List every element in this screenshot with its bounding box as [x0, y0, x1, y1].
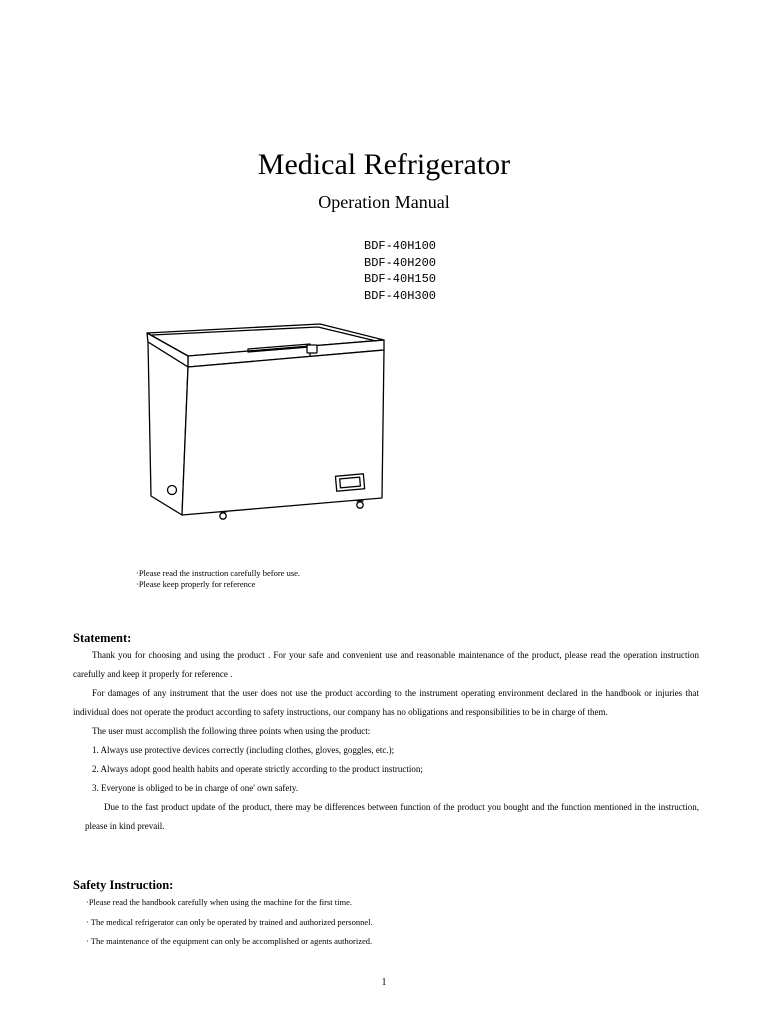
model-number: BDF-40H200	[364, 255, 437, 270]
model-number: BDF-40H300	[364, 288, 437, 303]
statement-list-item: 3. Everyone is obliged to be in charge of one' own safety.	[92, 783, 299, 793]
statement-section	[73, 646, 699, 836]
safety-heading: Safety Instruction:	[73, 878, 174, 892]
statement-intro: The user must accomplish the following three points when using the product:	[92, 726, 371, 736]
model-number: BDF-40H100	[364, 239, 437, 253]
model-list	[364, 238, 436, 304]
usage-note: ·Please read the instruction carefully before use.	[136, 568, 301, 578]
safety-item: · The medical refrigerator can only be operated by trained and authorized personnel.	[86, 916, 373, 927]
statement-paragraph: Thank you for choosing and using the product . For your safe and convenient use and reasonable maintenance of the product, please read the operation instruction carefully and keep it properly for reference .	[73, 650, 699, 679]
model-number: BDF-40H150	[364, 272, 437, 286]
safety-list	[86, 893, 373, 952]
page-number: 1	[381, 977, 387, 988]
usage-note: ·Please keep properly for reference	[136, 579, 256, 589]
document-subtitle: Operation Manual	[318, 192, 450, 212]
safety-item: · The maintenance of the equipment can only be accomplished or agents authorized.	[86, 936, 373, 946]
statement-list-item: 1. Always use protective devices correctly (including clothes, gloves, goggles, etc.);	[92, 745, 395, 755]
safety-item: ·Please read the handbook carefully when using the machine for the first time.	[86, 897, 353, 907]
statement-heading: Statement:	[73, 631, 132, 645]
document-title: Medical Refrigerator	[257, 148, 511, 181]
statement-paragraph: For damages of any instrument that the user does not use the product according to the instrument operating environment declared in the handbook or injuries that individual does not operate the product according to safety instructions, our company has no obligations and responsibilities to be in charge of them.	[73, 688, 699, 717]
statement-paragraph: Due to the fast product update of the product, there may be differences between function of the product you bought and the function mentioned in the instruction, please in kind prevail.	[85, 802, 699, 831]
chest-freezer-illustration	[140, 318, 392, 526]
usage-notes	[136, 568, 300, 590]
statement-list-item: 2. Always adopt good health habits and operate strictly according to the product instruction;	[92, 764, 423, 774]
